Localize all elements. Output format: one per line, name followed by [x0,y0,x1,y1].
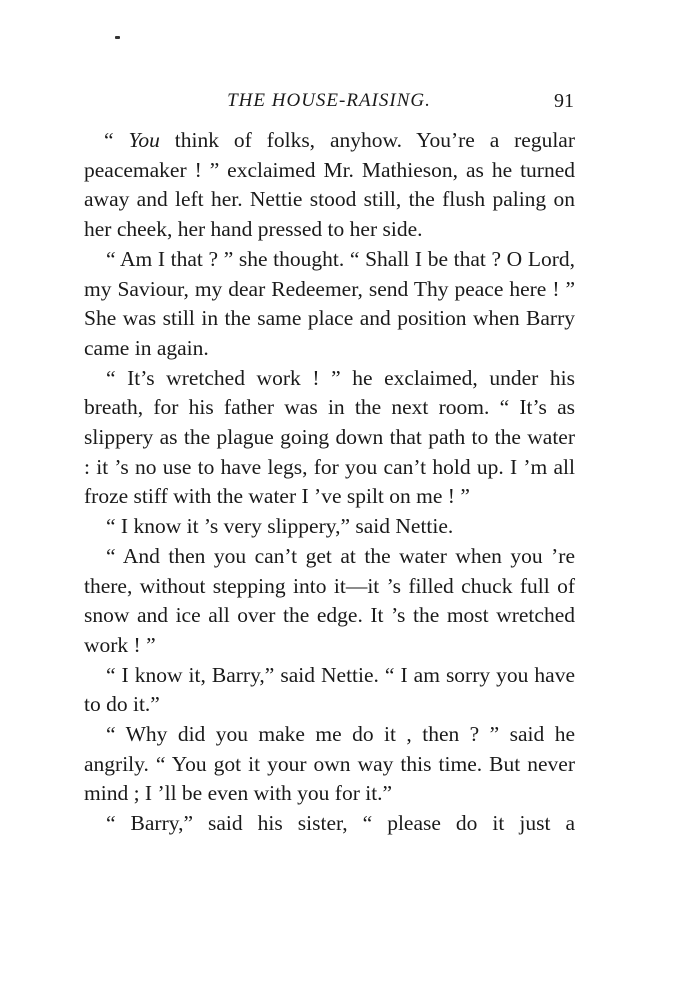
body-text [84,126,575,839]
paragraph-1: “ You think of folks, anyhow. You’re a regular peacemaker ! ” exclaimed Mr. Mathieson, as he turned away and left her. Nettie stood still, the flush paling on her cheek, her hand pressed to her side. [84,128,576,242]
paragraph-8: “ Barry,” said his sister, “ please do it just a [106,811,575,836]
paragraph-6: “ I know it, Barry,” said Nettie. “ I am sorry you have to do it.” [84,662,575,717]
paragraph-3: “ It’s wretched work ! ” he exclaimed, under his breath, for his father was in the next room. “ It’s as slippery as the plague going down that path to the water : it ’s no use to have legs, for you can’t hold up. I ’m all froze stiff with the water I ’ve spilt on me ! ” [84,365,575,509]
paragraph-7: “ Why did you make me do it , then ? ” said he angrily. “ You got it your own way this time. But never mind ; I ’ll be even with you for it.” [84,722,575,806]
paragraph-2: “ Am I that ? ” she thought. “ Shall I be that ? O Lord, my Saviour, my dear Redeemer, send Thy peace here ! ” She was still in the same place and position when Barry came in again. [84,246,575,360]
page-number: 91 [554,90,574,112]
paragraph-4: “ I know it ’s very slippery,” said Nettie. [106,514,454,539]
emphasis-you: You [128,128,160,152]
paragraph-5: “ And then you can’t get at the water when you ’re there, without stepping into it—it ’s filled chuck full of snow and ice all over the edge. It ’s the most wretched work ! ” [84,543,575,657]
running-header [84,90,574,116]
running-title: THE HOUSE-RAISING. [227,90,431,111]
ink-speck [115,36,120,39]
